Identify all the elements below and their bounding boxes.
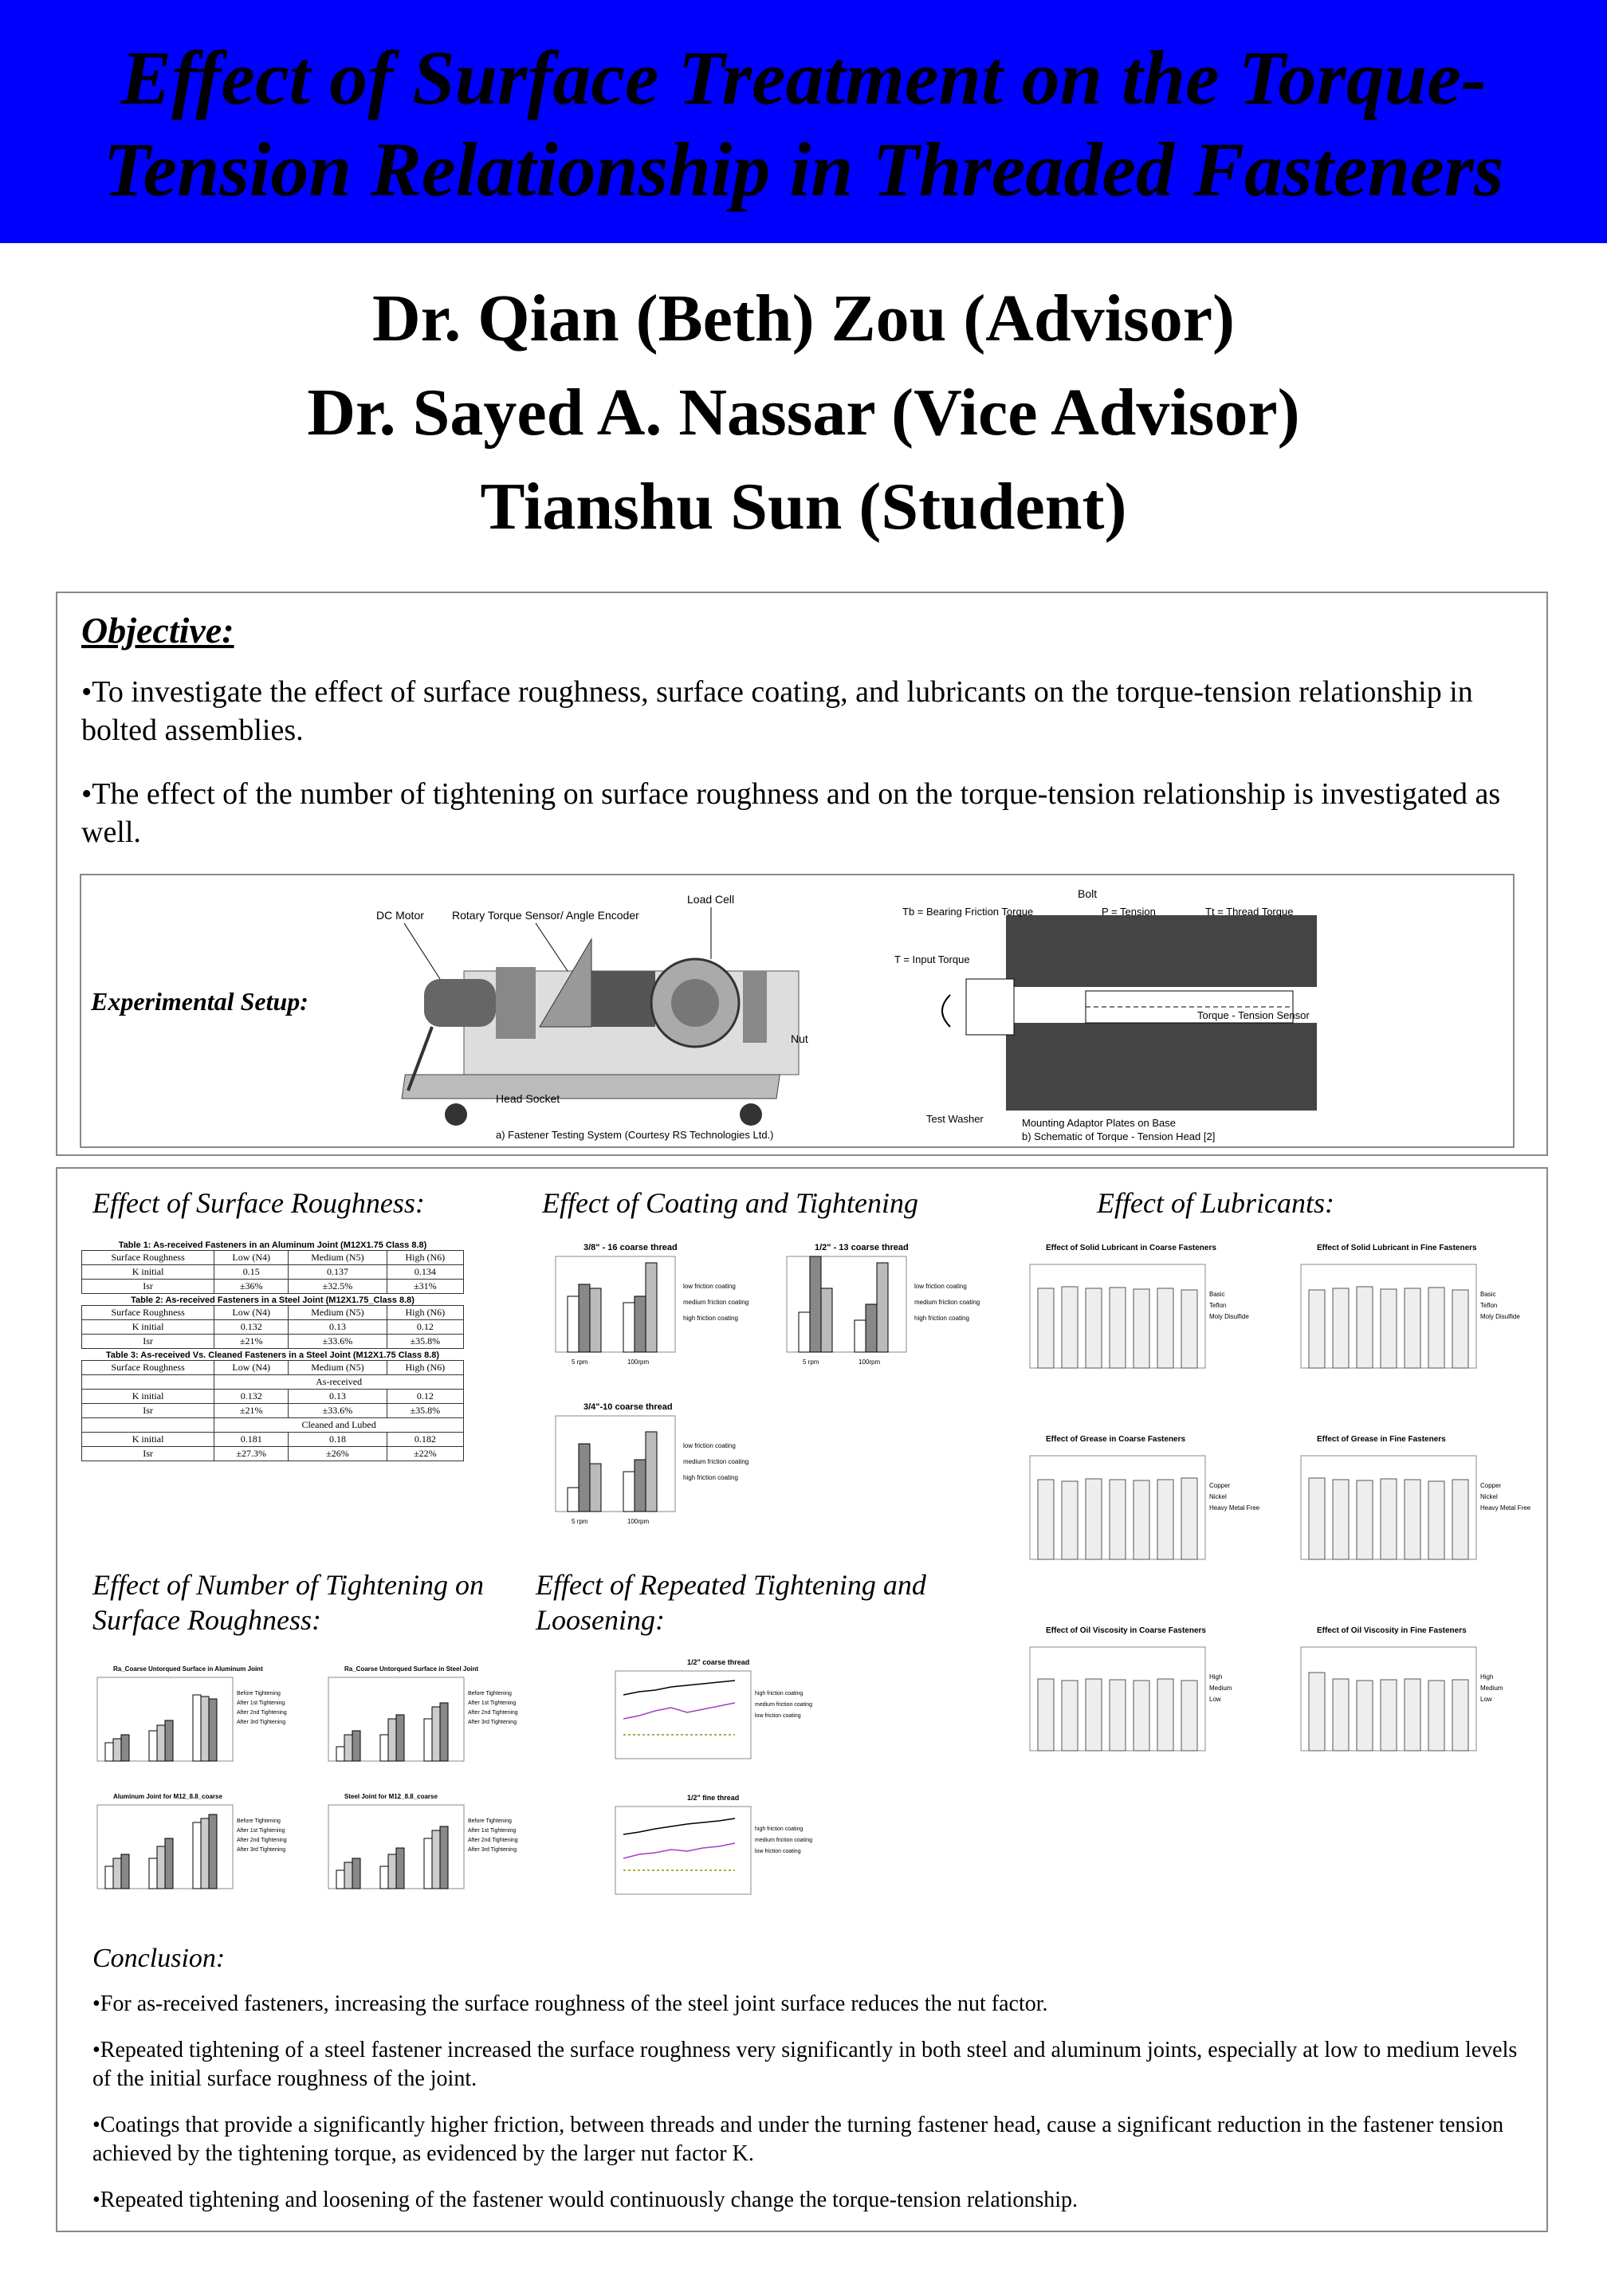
svg-text:100rpm: 100rpm bbox=[627, 1518, 650, 1525]
rig-dc-motor-label: DC Motor bbox=[376, 909, 424, 922]
rig-caption: a) Fastener Testing System (Courtesy RS Technologies Ltd.) bbox=[496, 1129, 774, 1141]
schematic-plates-label: Mounting Adaptor Plates on Base bbox=[1022, 1117, 1176, 1129]
svg-text:Basic: Basic bbox=[1209, 1291, 1225, 1298]
svg-text:After 2nd Tightening: After 2nd Tightening bbox=[237, 1710, 287, 1716]
svg-text:Basic: Basic bbox=[1480, 1291, 1496, 1298]
lub-oil-fine-chart bbox=[1269, 1623, 1540, 1783]
roughness-chart-1 bbox=[81, 1663, 312, 1783]
svg-text:Effect of Solid Lubricant in C: Effect of Solid Lubricant in Coarse Fasteners bbox=[1046, 1244, 1216, 1252]
conclusion-heading: Conclusion: bbox=[92, 1944, 226, 1973]
repeat-chart-2 bbox=[591, 1791, 862, 1926]
coating-chart-2 bbox=[767, 1240, 1006, 1376]
table1-caption: Table 1: As-received Fasteners in an Aluminum Joint (M12X1.75 Class 8.8) bbox=[118, 1240, 427, 1250]
objective-bullet-1: •To investigate the effect of surface roughness, surface coating, and lubricants on the torque-tension relationship in bolted assemblies. bbox=[81, 675, 1473, 747]
svg-text:Before Tightening: Before Tightening bbox=[468, 1691, 512, 1696]
svg-text:Aluminum Joint for M12_8.8_coa: Aluminum Joint for M12_8.8_coarse bbox=[113, 1793, 222, 1800]
svg-text:Teflon: Teflon bbox=[1209, 1302, 1227, 1309]
coating-chart-3 bbox=[536, 1400, 775, 1535]
svg-text:After 1st Tightening: After 1st Tightening bbox=[237, 1700, 285, 1706]
svg-text:Effect of Oil Viscosity in Coa: Effect of Oil Viscosity in Coarse Fasteners bbox=[1046, 1626, 1206, 1635]
roughness-tables bbox=[81, 1240, 464, 1461]
coating-chart-3-title: 3/4"-10 coarse thread bbox=[583, 1402, 673, 1412]
schematic-t-label: T = Input Torque bbox=[894, 953, 970, 965]
lub-grease-fine-chart bbox=[1269, 1432, 1540, 1591]
test-rig-photo bbox=[376, 883, 855, 1146]
roughness-chart-2 bbox=[312, 1663, 544, 1783]
torque-tension-schematic bbox=[894, 883, 1341, 1146]
repeated-heading: Effect of Repeated Tightening and Loosening: bbox=[536, 1569, 926, 1636]
svg-text:After 1st Tightening: After 1st Tightening bbox=[468, 1700, 517, 1706]
svg-text:High: High bbox=[1480, 1673, 1494, 1681]
svg-text:Ra_Coarse Untorqued Surface in: Ra_Coarse Untorqued Surface in Aluminum Joint bbox=[113, 1665, 263, 1673]
svg-text:After 3rd Tightening: After 3rd Tightening bbox=[237, 1720, 286, 1725]
svg-text:High: High bbox=[1209, 1673, 1223, 1681]
table3: Surface Roughness Low (N4) Medium (N5) High (N6) As-received K initial 0.132 0.13 0.12 Isr ±21% ±33.6% ±35.8% Cleaned and Lubed K initial 0.181 0.18 0.182 Isr ±27.3% ±26% ±22% bbox=[81, 1360, 464, 1461]
rig-load-cell-label: Load Cell bbox=[687, 893, 735, 906]
svg-text:After 2nd Tightening: After 2nd Tightening bbox=[468, 1838, 518, 1843]
svg-text:5 rpm: 5 rpm bbox=[572, 1358, 588, 1366]
svg-text:Low: Low bbox=[1209, 1696, 1221, 1703]
table2: Surface Roughness Low (N4) Medium (N5) High (N6) K initial 0.132 0.13 0.12 Isr ±21% ±33.6% ±35.8% bbox=[81, 1305, 464, 1349]
svg-text:Steel Joint for M12_8.8_coarse: Steel Joint for M12_8.8_coarse bbox=[344, 1793, 438, 1800]
roughness-chart-4 bbox=[312, 1791, 544, 1910]
lub-grease-coarse-chart bbox=[998, 1432, 1269, 1591]
results-panel bbox=[56, 1167, 1548, 2232]
svg-text:Heavy Metal Free: Heavy Metal Free bbox=[1480, 1504, 1531, 1512]
svg-text:Effect of Grease in Fine Faste: Effect of Grease in Fine Fasteners bbox=[1317, 1435, 1446, 1444]
svg-text:Copper: Copper bbox=[1480, 1482, 1502, 1489]
svg-text:After 3rd Tightening: After 3rd Tightening bbox=[237, 1847, 286, 1853]
svg-text:Effect of Solid Lubricant in F: Effect of Solid Lubricant in Fine Fasteners bbox=[1317, 1244, 1477, 1252]
svg-text:Effect of Grease in Coarse Fas: Effect of Grease in Coarse Fasteners bbox=[1046, 1435, 1186, 1444]
conclusion-bullet-1: •For as-received fasteners, increasing the surface roughness of the steel joint surface reduces the nut factor. bbox=[92, 1991, 1048, 2016]
schematic-p-label: P = Tension bbox=[1102, 906, 1156, 918]
tightening-heading: Effect of Number of Tightening on Surface Roughness: bbox=[92, 1569, 484, 1636]
schematic-tt-label: Tt = Thread Torque bbox=[1205, 906, 1294, 918]
objective-heading: Objective: bbox=[81, 610, 234, 651]
svg-text:5 rpm: 5 rpm bbox=[572, 1518, 588, 1525]
roughness-heading: Effect of Surface Roughness: bbox=[92, 1187, 425, 1219]
author-vice-advisor: Dr. Sayed A. Nassar (Vice Advisor) bbox=[307, 375, 1300, 450]
svg-text:high friction coating: high friction coating bbox=[914, 1315, 969, 1322]
svg-text:100rpm: 100rpm bbox=[859, 1358, 881, 1366]
rig-sensor-label: Rotary Torque Sensor/ Angle Encoder bbox=[452, 909, 639, 922]
svg-text:After 3rd Tightening: After 3rd Tightening bbox=[468, 1847, 517, 1853]
svg-text:1/2" coarse thread: 1/2" coarse thread bbox=[687, 1658, 750, 1666]
svg-text:After 2nd Tightening: After 2nd Tightening bbox=[468, 1710, 518, 1716]
svg-text:low friction coating: low friction coating bbox=[683, 1283, 736, 1290]
svg-text:Medium: Medium bbox=[1209, 1685, 1232, 1692]
rig-head-socket-label: Head Socket bbox=[496, 1092, 560, 1105]
conclusion-bullet-2: •Repeated tightening of a steel fastener increased the surface roughness very significantly in both steel and aluminum joints, especially at low to medium levels of the initial surface roughness of the joint. bbox=[92, 2038, 1518, 2091]
svg-text:After 2nd Tightening: After 2nd Tightening bbox=[237, 1838, 287, 1843]
schematic-sensor-label: Torque - Tension Sensor bbox=[1197, 1009, 1310, 1021]
setup-panel bbox=[80, 874, 1515, 1148]
svg-text:Medium: Medium bbox=[1480, 1685, 1503, 1692]
conclusion-bullet-4: •Repeated tightening and loosening of the fastener would continuously change the torque-tension relationship. bbox=[92, 2188, 1079, 2212]
svg-text:Low: Low bbox=[1480, 1696, 1492, 1703]
svg-text:Before Tightening: Before Tightening bbox=[468, 1818, 512, 1824]
lub-solid-coarse-chart bbox=[998, 1240, 1269, 1400]
svg-text:low friction coating: low friction coating bbox=[914, 1283, 967, 1290]
svg-text:Moly Disulfide: Moly Disulfide bbox=[1480, 1313, 1520, 1320]
schematic-washer-label: Test Washer bbox=[926, 1113, 984, 1125]
svg-text:Moly Disulfide: Moly Disulfide bbox=[1209, 1313, 1249, 1320]
svg-text:medium friction coating: medium friction coating bbox=[755, 1702, 812, 1708]
author-student: Tianshu Sun (Student) bbox=[480, 470, 1127, 544]
svg-text:Effect of Oil Viscosity in Fin: Effect of Oil Viscosity in Fine Fasteners bbox=[1317, 1626, 1467, 1635]
svg-text:Teflon: Teflon bbox=[1480, 1302, 1498, 1309]
svg-text:medium friction coating: medium friction coating bbox=[683, 1458, 749, 1465]
svg-text:medium friction coating: medium friction coating bbox=[914, 1299, 980, 1306]
svg-text:high friction coating: high friction coating bbox=[683, 1474, 738, 1481]
coating-heading: Effect of Coating and Tightening bbox=[542, 1187, 918, 1219]
coating-chart-1-title: 3/8" - 16 coarse thread bbox=[583, 1243, 678, 1252]
svg-text:100rpm: 100rpm bbox=[627, 1358, 650, 1366]
poster-title: Effect of Surface Treatment on the Torque-Tension Relationship in Threaded Fasteners bbox=[103, 35, 1504, 212]
svg-text:medium friction coating: medium friction coating bbox=[755, 1838, 812, 1843]
repeat-chart-1 bbox=[591, 1655, 862, 1783]
svg-text:Before Tightening: Before Tightening bbox=[237, 1818, 281, 1824]
roughness-chart-3 bbox=[81, 1791, 312, 1910]
svg-text:Heavy Metal Free: Heavy Metal Free bbox=[1209, 1504, 1260, 1512]
rig-nut-label: Nut bbox=[791, 1032, 808, 1045]
svg-text:high friction coating: high friction coating bbox=[755, 1826, 804, 1832]
svg-text:1/2" fine thread: 1/2" fine thread bbox=[687, 1794, 740, 1802]
objective-panel bbox=[56, 592, 1548, 1156]
table2-caption: Table 2: As-received Fasteners in a Steel Joint (M12X1.75_Class 8.8) bbox=[131, 1295, 415, 1305]
schematic-bolt-label: Bolt bbox=[1078, 887, 1098, 900]
svg-text:After 1st Tightening: After 1st Tightening bbox=[468, 1828, 517, 1834]
svg-text:high friction coating: high friction coating bbox=[683, 1315, 738, 1322]
coating-chart-1 bbox=[536, 1240, 775, 1376]
svg-text:low friction coating: low friction coating bbox=[683, 1442, 736, 1449]
schematic-caption: b) Schematic of Torque - Tension Head [2] bbox=[1022, 1130, 1216, 1142]
svg-text:After 1st Tightening: After 1st Tightening bbox=[237, 1828, 285, 1834]
lub-oil-coarse-chart bbox=[998, 1623, 1269, 1783]
svg-text:Before Tightening: Before Tightening bbox=[237, 1691, 281, 1696]
lub-solid-fine-chart bbox=[1269, 1240, 1540, 1400]
svg-text:Copper: Copper bbox=[1209, 1482, 1231, 1489]
coating-chart-2-title: 1/2" - 13 coarse thread bbox=[815, 1243, 909, 1252]
svg-text:low friction coating: low friction coating bbox=[755, 1713, 801, 1719]
lubricant-heading: Effect of Lubricants: bbox=[1097, 1187, 1334, 1219]
author-advisor: Dr. Qian (Beth) Zou (Advisor) bbox=[372, 281, 1235, 356]
setup-heading: Experimental Setup: bbox=[91, 987, 308, 1016]
table3-caption: Table 3: As-received Vs. Cleaned Fasteners in a Steel Joint (M12X1.75 Class 8.8) bbox=[105, 1350, 440, 1360]
conclusion-bullet-3: •Coatings that provide a significantly higher friction, between threads and under the turning fastener head, cause a significant reduction in the fastener tension achieved by the tightening torque, as evidenced by the larger nut factor K. bbox=[92, 2113, 1504, 2166]
svg-text:Nickel: Nickel bbox=[1209, 1493, 1227, 1500]
schematic-tb-label: Tb = Bearing Friction Torque bbox=[902, 906, 1034, 918]
svg-text:medium friction coating: medium friction coating bbox=[683, 1299, 749, 1306]
svg-text:low friction coating: low friction coating bbox=[755, 1849, 801, 1854]
table1: Surface Roughness Low (N4) Medium (N5) High (N6) K initial 0.15 0.137 0.134 Isr ±36% ±32.5% ±31% bbox=[81, 1250, 464, 1294]
svg-text:After 3rd Tightening: After 3rd Tightening bbox=[468, 1720, 517, 1725]
svg-text:Ra_Coarse Untorqued Surface in: Ra_Coarse Untorqued Surface in Steel Joint bbox=[344, 1665, 479, 1673]
svg-text:high friction coating: high friction coating bbox=[755, 1691, 804, 1696]
svg-text:5 rpm: 5 rpm bbox=[803, 1358, 819, 1366]
objective-bullet-2: •The effect of the number of tightening on surface roughness and on the torque-tension relationship is investigated as well. bbox=[81, 777, 1501, 849]
svg-text:Nickel: Nickel bbox=[1480, 1493, 1498, 1500]
